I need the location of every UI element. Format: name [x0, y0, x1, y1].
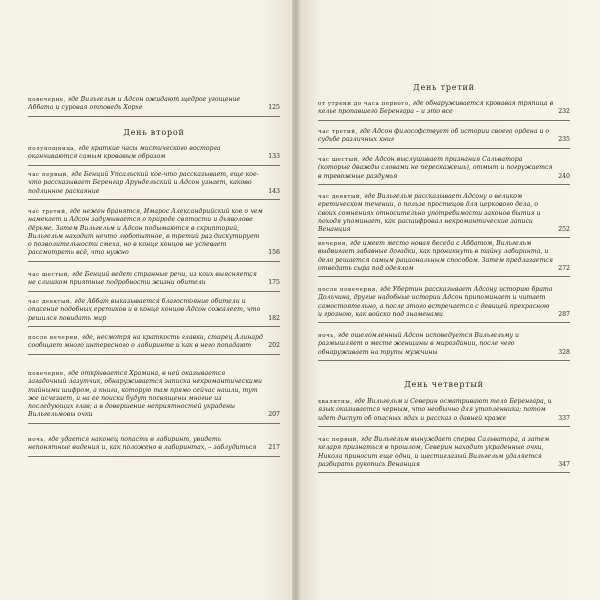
page-number: 240 — [558, 172, 570, 180]
toc-entry: вечерня, где имеет место новая беседа с Аббатом, Вильгельм выдвигает забавные догадки, как проникнуть в тайну лабиринта, и дело решается самым рациональным способом. Затем предлагается отведать сыра под одеялом 272 — [318, 240, 570, 277]
page-number: 328 — [558, 348, 570, 356]
toc-entry: час шестый, где Бенций ведет странные речи, из коих выясняется не слишком приятные подробности жизни обители 175 — [28, 271, 280, 292]
page-number: 125 — [268, 104, 280, 112]
toc-entry: ночь, где удается наконец попасть в лабиринт, увидеть непонятные видения и, как положено в лабиринтах, – заблудиться 217 — [28, 436, 280, 457]
page-number: 347 — [558, 460, 570, 468]
page-number: 252 — [558, 226, 570, 234]
page-number: 143 — [268, 187, 280, 195]
toc-entry: полунощница, где краткие часы мистического восторга оканчиваются самым кровавым образом 133 — [28, 145, 280, 166]
toc-entry: хвалитны, где Вильгельм и Северин осматривают тело Беренгара, и язык оказывается черным, что необычно для утопленника; потом идет диспут об опасных ядах и рассказ о давней краже 337 — [318, 398, 570, 427]
section-heading: День третий — [413, 83, 475, 92]
toc-entry: час девятый, где Аббат выказывается благостояние обители и опасение подобных еретиков и в конце концов Адсон сожалеет, что решился повидать мир 182 — [28, 298, 280, 327]
page-number: 217 — [268, 444, 280, 452]
toc-entry: час третий, где нежен бранятся, Имарос Александрийский кое о чем намекает и Адсон задумывается о природе святости и дьяволове дёрьме. Затем Вильгельм и Адсон подымаются в скрипторий, Вильгельм находит нечто любопытное, в третий раз дискутирует о позволительности смеха, но в конце концов не успевает рассмотреть всё, что нужно 156 — [28, 208, 280, 262]
page-number: 156 — [268, 249, 280, 257]
page-number: 182 — [268, 314, 280, 322]
toc-entry: час девятый, где Вильгельм рассказывает Адсону о великом еретическом течении, о пользе простецов для церкового дела, о своих сомнениях относительно употребимости законов бытия и походя упоминает, как расшифровал некромантические записи Венанция 252 — [318, 193, 570, 238]
toc-entry: после повечерия, где Убертин рассказывает Адсону историю брата Дольчина, другие надобные истории Адсон припоминает и читает самостоятельно, а после этого встречается с девицей прекрасною и грозною, как войско под знаменами 287 — [318, 286, 570, 323]
section-heading: День четвертый — [404, 380, 484, 389]
toc-entry: час шестый, где Адсон выслушивает признания Сальватора (которые дважды словами не перескажешь), отмыт и погружается в тревожные раздумья 240 — [318, 156, 570, 185]
page-number: 175 — [268, 279, 280, 287]
toc-entry: от утрени до часа первого, где обнаруживается кровавая тряпица в келье пропавшего Беренгара – и это все 232 — [318, 100, 570, 121]
page-number: 232 — [558, 108, 570, 116]
page-number: 337 — [558, 414, 570, 422]
toc-entry: повечерие, где Вильгельм и Адсон ожидают щедрое угощение Аббата и суровая отповедь Хорхе 125 — [28, 96, 280, 117]
toc-entry: час третий, где Адсон философствует об истории своего ордена и о судьбе различных книг 235 — [318, 128, 570, 149]
toc-entry: повечерие, где открывается Храмина, в ней оказывается загадочный лазутчик, обнаруживается записка некромантическими тайными шифром, а книга, которую там прямо сейчас нашли, тут же исчезает, и на ее поиски будут посвящены многие из последующих глав; а в довершение неприятностей украдены Вильгельмовы очки 207 — [28, 370, 280, 424]
toc-entry: после вечерни, где, несмотря на краткость главки, старец Алинард сообщает много интересного о лабиринте и как в него попадают 202 — [28, 334, 280, 355]
book-gutter — [292, 0, 300, 600]
toc-entry: ночь, где ошеломленный Адсон исповедуется Вильгельму и размышляет о месте женщины в мироздании, после чего обнаруживает на трупы мужчины 328 — [318, 332, 570, 361]
toc-entry: час первый, где Вильгельм вынуждает сперва Сальватора, а затем келаря признаться в прошлом, Северин находит украденные очки, Никола приносит еще одни, и шестиглазый Вильгельм удаляется разбирать рукопись Венанция 347 — [318, 436, 570, 473]
page-number: 202 — [268, 342, 280, 350]
page-number: 207 — [268, 411, 280, 419]
section-heading: День второй — [123, 128, 185, 137]
page-number: 272 — [558, 264, 570, 272]
page-number: 133 — [268, 153, 280, 161]
page-number: 235 — [558, 136, 570, 144]
page-number: 287 — [558, 310, 570, 318]
toc-entry: час первый, где Бенций Упсальский кое-что рассказывает, еще кое-что рассказывает Беренгар Арундельский и Адсон узнает, каково подлинное раскаяние 143 — [28, 171, 280, 200]
